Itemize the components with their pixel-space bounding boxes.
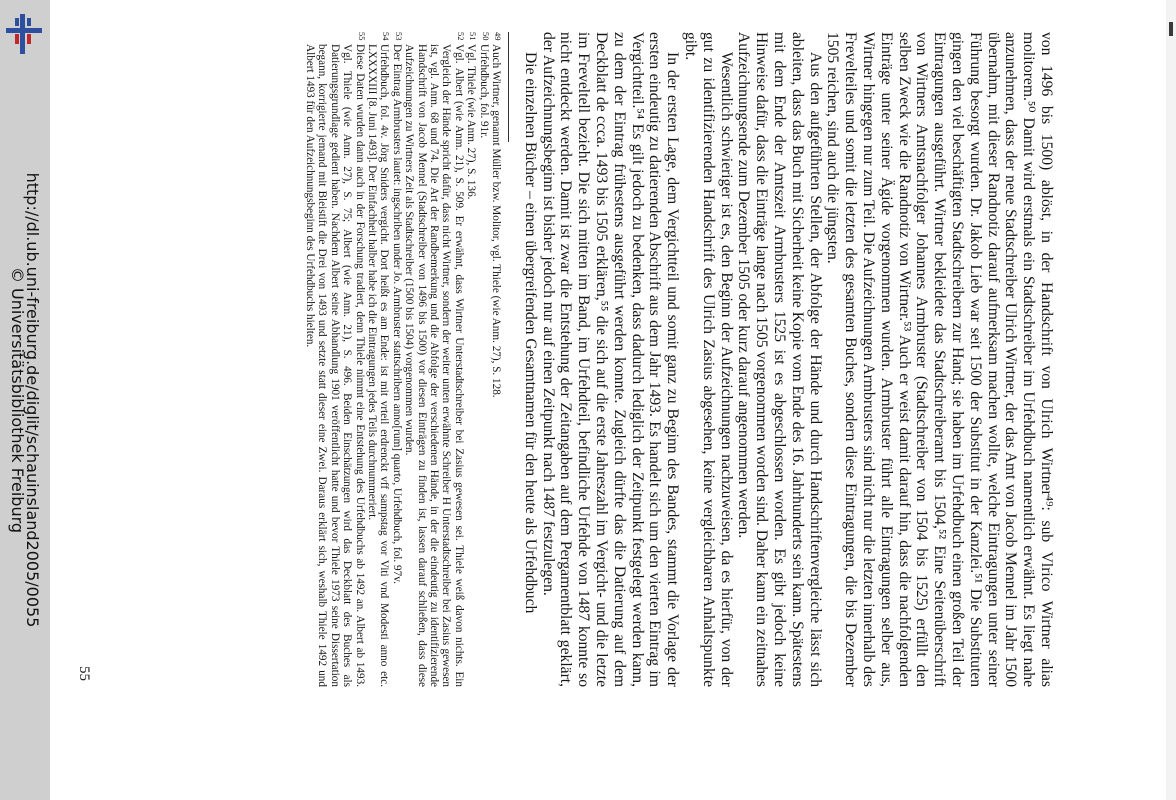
paragraph: Die einzelnen Bücher – einen übergreifenden Gesamtnamen für den heute als Urfehdbuch (521, 52, 539, 614)
scanned-page (75, 32, 1055, 687)
footnote-text: Diese Daten wurden dann auch in der Forschung tradiert, denn Thiele nimmt eine Entstehung des Urfehdbuchs ab 1492 an. Albert ab 1493. Vgl. Thiele (wie Anm. 27), S. 75; Albert (wie Anm. 21), S. 496. Beiden Einschätzungen wird das Deckblatt des Buches als Datierungsgrundlage gedient haben. Nachdem Albert seine Abhandlung 1901 veröffentlicht hatte und bevor Thiele 1973 seine Dissertation begann, korrigierte jemand mit Bleistift die Drei von 1493 und setzte statt dieser eine Zwei. Daraus erklärt sich, weshalb Thiele 1492 und Albert 1493 für den Aufzeichnungsbeginn des Urfehdbuchs hielten. (304, 44, 366, 687)
footnotes (304, 32, 503, 687)
edge-marker (1169, 22, 1173, 36)
footnote (465, 32, 477, 687)
paragraph: von 1496 bis 1500) ablöst, in der Handschrift von Ulrich Wirtner⁴⁹: sub Vlrico Wirtner alias molitorem.⁵⁰ Damit wird erstmals ein Stadtschreiber im Urfehdbuch namentlich erwähnt. Es liegt nahe anzunehmen, dass der neue Stadtschreiber Ulrich Wirtner, der das Amt von Jacob Mennel im Jahr 1500 übernahm, mit dieser Randnotiz darauf aufmerksam machen wollte, welche Eintragungen unter seiner Führung besorgt wurden. Dr. Jakob Lieb war seit 1500 der Substitut in der Kanzlei.⁵¹ Die Substituten gingen den viel beschäftigten Stadtschreibern zur Hand; sie haben im Urfehdbuch einen großen Teil der Eintragungen ausgeführt. Wirtner bekleidete das Stadtschreiberamt bis 1504,⁵² Eine Seitenüberschrift von Wirtners Amtsnachfolger Johannes Armbruster (Stadtschreiber von 1504 bis 1525) erfüllt den selben Zweck wie die Randnotiz von Wirtner.⁵³ Auch er weist damit darauf hin, dass die nachfolgenden Einträge unter seiner Ägide vorgenommen wurden. Armbruster führt alle Eintragungen selber aus, Wirtner hingegen nur zum Teil. Die Aufzeichnungen Armbrusters sind nicht nur die letzten innerhalb des Frevelteiles und somit die letzten des gesamten Buches, sondern diese Eintragungen, die bis Dezember 1505 reichen, sind auch die jüngsten. (824, 32, 1055, 687)
footnote-number: 53 (393, 32, 404, 41)
footnote-divider (508, 32, 509, 142)
paragraph: Aus den aufgeführten Stellen, der Abfolge der Hände und durch Handschriftenvergleiche lässt sich ableiten, dass das Buch mit Sicherheit keine Kopie vom Ende des 16. Jahrhunderts sein kann. Spätestens mit dem Ende der Amtszeit Armbrusters 1525 ist es abgeschlossen worden. Es gibt jedoch keine Hinweise dafür, dass die Einträge lange nach 1505 vorgenommen worden sind. Daher kann ein zeitnahes Aufzeichnungsende zum Dezember 1505 oder kurz darauf angenommen werden. (735, 32, 824, 687)
footnote-text: Vgl. Albert (wie Anm. 21), S. 509. Er erwähnt, dass Wirtner Unterstadtschreiber bei Zasius gewesen sei. Thiele weiß davon nichts. Ein Vergleich der Hände spricht dafür, dass nicht Wirtner, sondern der weiter unten erwähnte Schreiber H Unterstadtschreiber bei Zasius gewesen ist, vgl. Anm. 68 und 74. Die Art der Randbemerkung und die Abfolge der verschiedenen Hände, in der die eindeutig zu identifizierende Handschrift von Jacob Mennel (Stadtschreiber von 1496 bis 1500) vor diesen Einträgen zu finden ist, lassen darauf schließen, dass diese Aufzeichnungen zu Wirtners Zeit als Stadtschreiber (1500 bis 1504) vorgenommen wurden. (403, 44, 465, 687)
paragraph: Wesentlich schwieriger ist es, den Beginn der Aufzeichnungen nachzuweisen, da es hierfür, von der gut zu identifizierenden Handschrift des Ulrich Zasius abgesehen, keine vergleichbaren Anhaltspunkte gibt. (682, 32, 735, 687)
source-url-caption (10, 0, 40, 800)
footnote-text: Vgl. Thiele (wie Anm. 27), S. 136. (465, 44, 478, 200)
page-number: 55 (76, 666, 92, 681)
footnote-text: Der Eintrag Armbrusters lautet: ingschriben under Jo. Armbruster stattschribern anno[rum] quarto, Urfehdbuch, fol. 97v. (390, 44, 403, 584)
footnote-text: Urfehdbuch, fol. 91r. (477, 44, 490, 139)
footnote (304, 32, 366, 687)
viewer-sidebar (0, 0, 50, 800)
paragraph: In der ersten Lage, dem Vergichtteil und somit ganz zu Beginn des Bandes, stammt die Vorlage der ersten eindeutig zu datierenden Abschrift aus dem Jahr 1493. Es handelt sich um den vierten Eintrag im Vergichtteil.⁵⁴ Es gilt jedoch zu bedenken, dass dadurch lediglich der Zeitpunkt festgelegt werden kann, zu dem der Eintrag frühestens ausgeführt werden konnte. Zugleich dürfte das die Datierung auf dem Deckblatt de ccca. 1493 bis 1505 erklären,⁵⁵ die sich auf die erste Jahreszahl im Vergicht- und die letzte im Freveltell bezieht. Die sich mitten im Band, im Urfehdteil, befindliche Urfehde von 1487 konnte so nicht entdeckt werden. Damit ist zwar die Entstehung der Zeitangaben auf dem Pergamentblatt geklärt, der Aufzeichnungsbeginn ist bisher jedoch nur auf einen Zeitpunkt nach 1487 festzulegen. (539, 32, 682, 687)
footnote-number: 52 (455, 32, 466, 41)
footnote (477, 32, 489, 687)
source-url[interactable]: http://dl.ub.uni-freiburg.de/diglit/schauinsland2005/0055 (23, 172, 42, 628)
footnote (490, 32, 502, 687)
right-edge-strip (1166, 0, 1176, 800)
footnote-number: 50 (480, 32, 491, 41)
body-text (521, 32, 1055, 687)
footnote-number: 54 (381, 32, 392, 41)
footnote-number: 49 (493, 32, 504, 41)
footnote (403, 32, 465, 687)
copyright-notice: © Universitätsbibliothek Freiburg (8, 266, 27, 534)
footnote-number: 55 (356, 32, 367, 41)
footnote-number: 51 (468, 32, 479, 41)
footnote (390, 32, 402, 687)
footnote-text: Auch Wirtner, genannt Müller bzw. Molitor, vgl. Thiele (wie Anm. 27), S. 128. (490, 44, 503, 398)
footnote-text: Urfehdbuch, fol. 4v. Jörg Sniders vergicht. Dort heißt es am Ende: ist mit vrteil erdrenckt vff sampstag vor Viti vnd Modesti anno etc. LXXXXIII [8. Juni 1493]. Der Einfachheit halber habe ich die Eintragungen jedes Teils durchnummeriert. (366, 44, 391, 687)
footnote (366, 32, 391, 687)
